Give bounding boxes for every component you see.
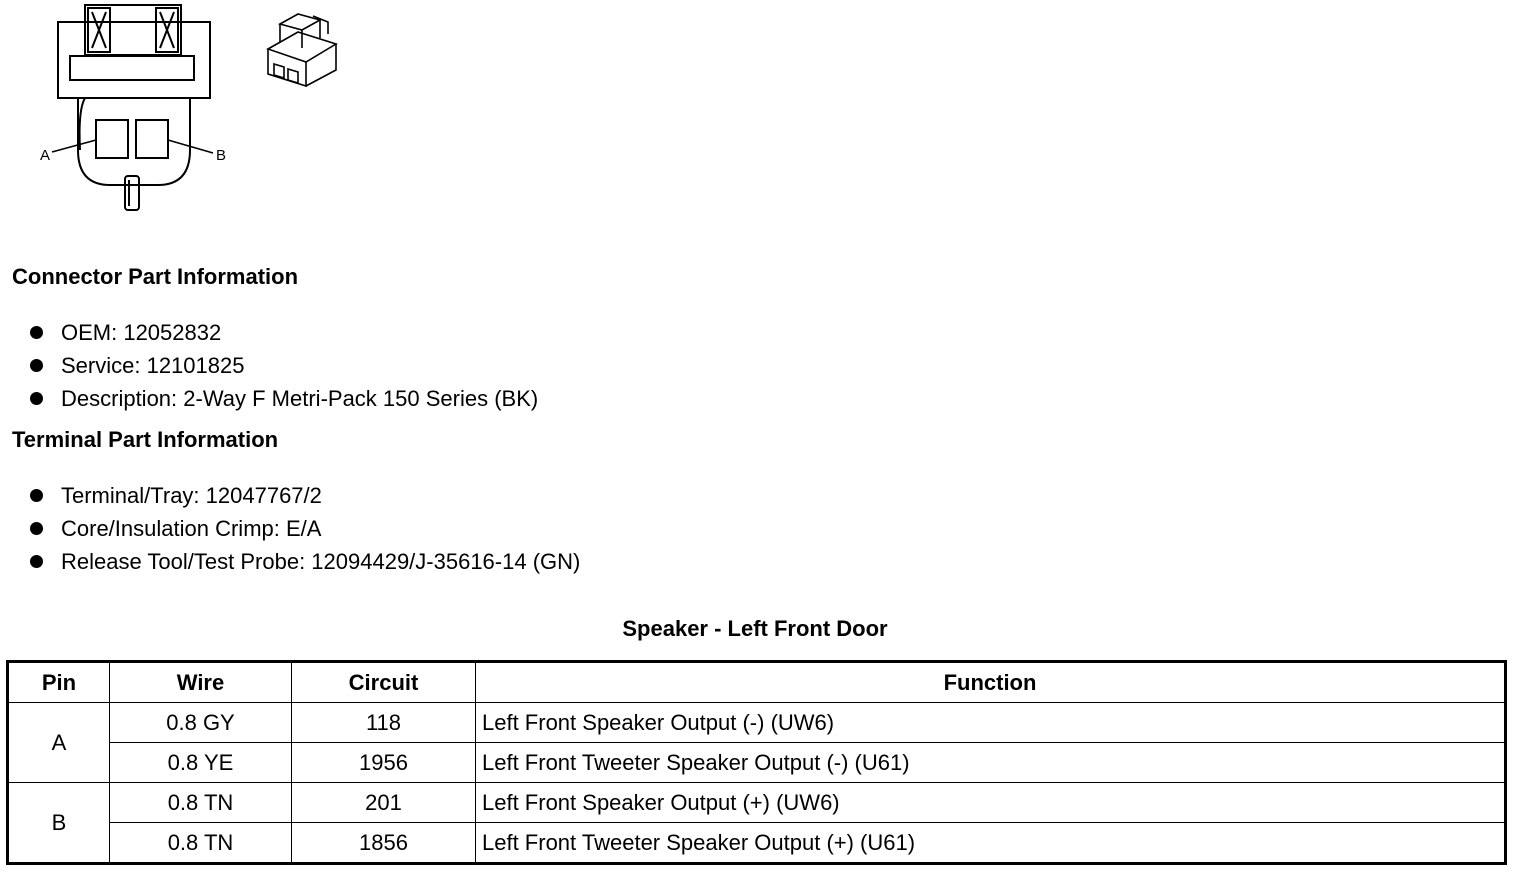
- connector-face-diagram: [30, 0, 250, 215]
- table-row: [8, 703, 1506, 743]
- wire-cell: 0.8 YE: [110, 743, 292, 783]
- pin-a-label: A: [40, 147, 51, 164]
- crimp-value: Core/Insulation Crimp: E/A: [61, 516, 322, 541]
- function-cell: Left Front Speaker Output (-) (UW6): [476, 703, 1506, 743]
- bullet-icon: [30, 326, 43, 339]
- connector-part-info-heading: Connector Part Information: [12, 264, 299, 289]
- connector-isometric-diagram: [258, 4, 348, 89]
- terminal-tray-value: Terminal/Tray: 12047767/2: [61, 483, 322, 508]
- table-header-row: [8, 662, 1506, 703]
- bullet-icon: [30, 522, 43, 535]
- wire-cell: 0.8 TN: [110, 823, 292, 864]
- pin-cell: A: [8, 703, 110, 783]
- list-item: [30, 479, 580, 512]
- list-item: [30, 382, 538, 415]
- pin-b-label: B: [216, 147, 227, 164]
- header-circuit: Circuit: [292, 662, 476, 703]
- wire-cell: 0.8 TN: [110, 783, 292, 823]
- table-row: [8, 823, 1506, 864]
- function-cell: Left Front Tweeter Speaker Output (-) (U61): [476, 743, 1506, 783]
- bullet-icon: [30, 359, 43, 372]
- function-cell: Left Front Speaker Output (+) (UW6): [476, 783, 1506, 823]
- service-value: Service: 12101825: [61, 353, 245, 378]
- oem-value: OEM: 12052832: [61, 320, 222, 345]
- bullet-icon: [30, 489, 43, 502]
- header-pin: Pin: [8, 662, 110, 703]
- circuit-cell: 201: [292, 783, 476, 823]
- pin-cell: B: [8, 783, 110, 864]
- table-row: [8, 743, 1506, 783]
- release-tool-value: Release Tool/Test Probe: 12094429/J-35616-14 (GN): [61, 549, 581, 574]
- list-item: [30, 545, 580, 578]
- bullet-icon: [30, 392, 43, 405]
- connector-part-info-list: [30, 316, 538, 415]
- header-function: Function: [476, 662, 1506, 703]
- circuit-cell: 118: [292, 703, 476, 743]
- list-item: [30, 316, 538, 349]
- pinout-table: [6, 660, 1507, 865]
- circuit-cell: 1956: [292, 743, 476, 783]
- description-value: Description: 2-Way F Metri-Pack 150 Series (BK): [61, 386, 539, 411]
- terminal-part-info-heading: Terminal Part Information: [12, 427, 279, 452]
- list-item: [30, 349, 538, 382]
- terminal-part-info-list: [30, 479, 580, 578]
- wire-cell: 0.8 GY: [110, 703, 292, 743]
- table-row: [8, 783, 1506, 823]
- header-wire: Wire: [110, 662, 292, 703]
- list-item: [30, 512, 580, 545]
- function-cell: Left Front Tweeter Speaker Output (+) (U61): [476, 823, 1506, 864]
- bullet-icon: [30, 555, 43, 568]
- table-title: Speaker - Left Front Door: [622, 616, 888, 641]
- circuit-cell: 1856: [292, 823, 476, 864]
